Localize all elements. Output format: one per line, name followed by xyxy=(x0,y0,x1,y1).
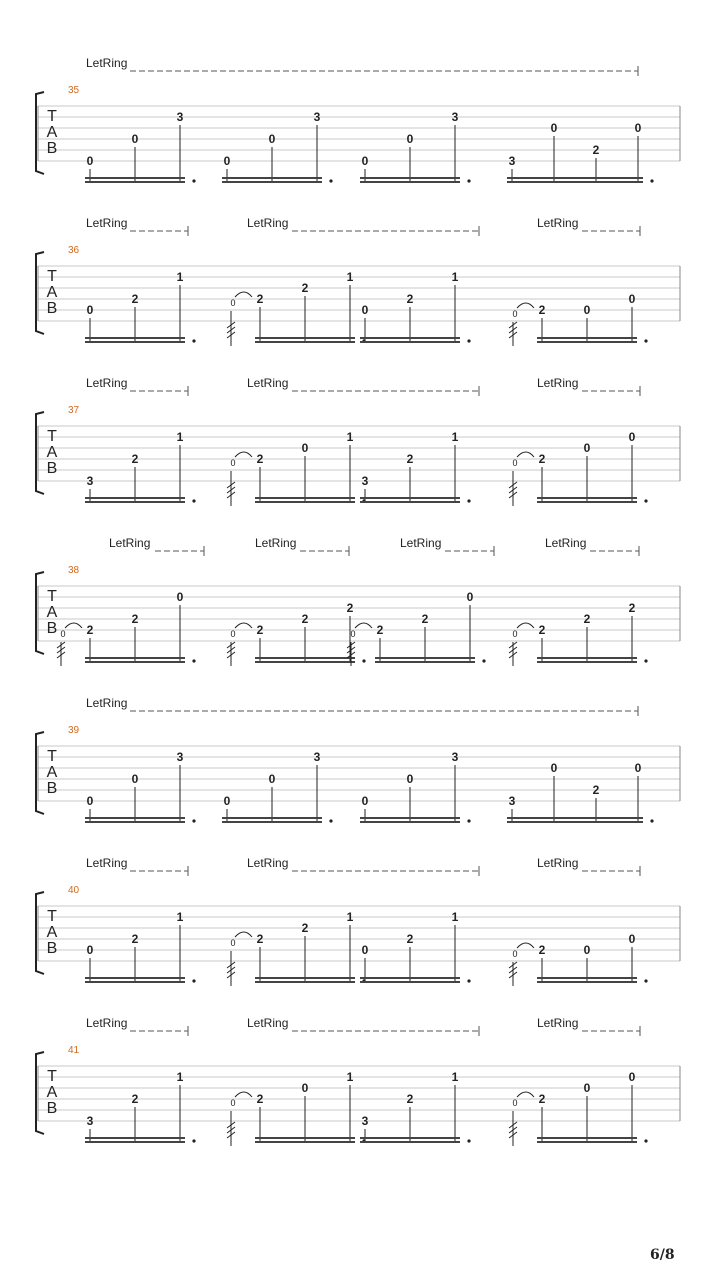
fret-number: 0 xyxy=(583,441,591,455)
fret-number: 0 xyxy=(550,121,558,135)
fret-number: 2 xyxy=(131,292,139,306)
fret-number: 1 xyxy=(346,270,354,284)
fret-number: 2 xyxy=(301,612,309,626)
fret-number: 2 xyxy=(301,281,309,295)
fret-number: 0 xyxy=(406,132,414,146)
dot xyxy=(644,659,647,662)
fret-number: 2 xyxy=(538,303,546,317)
fret-number: 0 xyxy=(628,430,636,444)
page-number: 6/8 xyxy=(650,1247,675,1263)
letring-label: LetRing xyxy=(86,856,128,870)
fret-number: 2 xyxy=(131,612,139,626)
fret-number: 2 xyxy=(583,612,591,626)
dot xyxy=(644,499,647,502)
measure-number: 37 xyxy=(68,405,80,416)
fret-number: 2 xyxy=(628,601,636,615)
tab-clef-letter: A xyxy=(46,924,58,941)
dot xyxy=(644,339,647,342)
letring-label: LetRing xyxy=(255,536,297,550)
letring-label: LetRing xyxy=(247,376,289,390)
dot xyxy=(467,819,470,822)
fret-number: 2 xyxy=(346,601,354,615)
tab-clef-letter: B xyxy=(46,1100,58,1117)
fret-number: 0 xyxy=(86,943,94,957)
fret-number: 2 xyxy=(406,292,414,306)
fret-number: 1 xyxy=(451,910,459,924)
fret-number: 2 xyxy=(256,452,264,466)
fret-number: 0 xyxy=(406,772,414,786)
fret-number: 2 xyxy=(538,623,546,637)
tab-clef-letter: T xyxy=(47,1068,57,1085)
grace-note: 0 xyxy=(350,629,356,639)
fret-number: 2 xyxy=(538,1092,546,1106)
dot xyxy=(644,1139,647,1142)
letring-label: LetRing xyxy=(86,1016,128,1030)
fret-number: 3 xyxy=(313,750,321,764)
letring-label: LetRing xyxy=(400,536,442,550)
fret-number: 1 xyxy=(346,1070,354,1084)
fret-number: 0 xyxy=(361,154,369,168)
tab-system xyxy=(36,376,680,506)
grace-note: 0 xyxy=(60,629,66,639)
fret-number: 1 xyxy=(346,430,354,444)
staff-bracket xyxy=(36,252,44,334)
fret-number: 2 xyxy=(86,623,94,637)
tab-clef-letter: A xyxy=(46,444,58,461)
fret-number: 3 xyxy=(176,750,184,764)
fret-number: 0 xyxy=(361,943,369,957)
measure-number: 39 xyxy=(68,725,80,736)
fret-number: 0 xyxy=(628,932,636,946)
fret-number: 3 xyxy=(313,110,321,124)
dot xyxy=(650,179,653,182)
fret-number: 2 xyxy=(406,452,414,466)
tab-clef-letter: T xyxy=(47,748,57,765)
grace-note: 0 xyxy=(230,629,236,639)
fret-number: 1 xyxy=(451,430,459,444)
tab-system xyxy=(36,856,680,986)
tab-clef-letter: T xyxy=(47,428,57,445)
fret-number: 2 xyxy=(301,921,309,935)
slur-arc xyxy=(235,292,252,297)
slur-arc xyxy=(517,452,534,457)
measure-number: 41 xyxy=(68,1045,80,1056)
fret-number: 0 xyxy=(86,794,94,808)
fret-number: 0 xyxy=(86,303,94,317)
letring-label: LetRing xyxy=(86,376,128,390)
grace-note: 0 xyxy=(512,309,518,319)
fret-number: 2 xyxy=(592,783,600,797)
tab-system xyxy=(36,1016,680,1146)
letring-label: LetRing xyxy=(537,216,579,230)
grace-note: 0 xyxy=(230,458,236,468)
grace-note: 0 xyxy=(512,629,518,639)
slur-arc xyxy=(517,623,534,628)
slur-arc xyxy=(517,1092,534,1097)
slur-arc xyxy=(235,1092,252,1097)
dot xyxy=(329,179,332,182)
dot xyxy=(362,659,365,662)
fret-number: 2 xyxy=(256,932,264,946)
fret-number: 2 xyxy=(131,452,139,466)
fret-number: 0 xyxy=(583,1081,591,1095)
fret-number: 3 xyxy=(176,110,184,124)
tab-clef-letter: T xyxy=(47,908,57,925)
fret-number: 0 xyxy=(268,772,276,786)
fret-number: 0 xyxy=(361,303,369,317)
fret-number: 1 xyxy=(451,270,459,284)
dot xyxy=(467,499,470,502)
fret-number: 0 xyxy=(131,772,139,786)
dot xyxy=(192,179,195,182)
dot xyxy=(644,979,647,982)
staff-bracket xyxy=(36,1052,44,1134)
fret-number: 3 xyxy=(86,474,94,488)
grace-note: 0 xyxy=(512,949,518,959)
dot xyxy=(192,659,195,662)
slur-arc xyxy=(235,623,252,628)
fret-number: 3 xyxy=(508,794,516,808)
fret-number: 3 xyxy=(361,1114,369,1128)
fret-number: 0 xyxy=(86,154,94,168)
grace-note: 0 xyxy=(512,1098,518,1108)
fret-number: 3 xyxy=(451,750,459,764)
letring-label: LetRing xyxy=(545,536,587,550)
fret-number: 3 xyxy=(86,1114,94,1128)
tab-clef-letter: B xyxy=(46,780,58,797)
fret-number: 0 xyxy=(301,1081,309,1095)
tab-clef-letter: A xyxy=(46,284,58,301)
dot xyxy=(482,659,485,662)
slur-arc xyxy=(235,932,252,937)
slur-arc xyxy=(65,623,82,628)
dot xyxy=(192,339,195,342)
staff-bracket xyxy=(36,732,44,814)
tab-clef-letter: B xyxy=(46,300,58,317)
dot xyxy=(192,819,195,822)
fret-number: 2 xyxy=(538,943,546,957)
tab-system xyxy=(36,536,680,666)
dot xyxy=(192,979,195,982)
tab-system xyxy=(36,696,680,823)
fret-number: 0 xyxy=(628,292,636,306)
fret-number: 0 xyxy=(628,1070,636,1084)
dot xyxy=(467,1139,470,1142)
grace-note: 0 xyxy=(230,938,236,948)
fret-number: 2 xyxy=(256,623,264,637)
tab-clef-letter: A xyxy=(46,124,58,141)
tab-clef-letter: A xyxy=(46,1084,58,1101)
letring-label: LetRing xyxy=(247,1016,289,1030)
fret-number: 0 xyxy=(131,132,139,146)
fret-number: 1 xyxy=(451,1070,459,1084)
tab-clef-letter: T xyxy=(47,108,57,125)
fret-number: 0 xyxy=(466,590,474,604)
tab-clef-letter: B xyxy=(46,140,58,157)
tab-system xyxy=(36,216,680,346)
fret-number: 0 xyxy=(268,132,276,146)
dot xyxy=(467,179,470,182)
fret-number: 2 xyxy=(131,932,139,946)
fret-number: 2 xyxy=(406,932,414,946)
fret-number: 1 xyxy=(176,430,184,444)
slur-arc xyxy=(235,452,252,457)
fret-number: 2 xyxy=(406,1092,414,1106)
fret-number: 0 xyxy=(301,441,309,455)
measure-number: 36 xyxy=(68,245,80,256)
fret-number: 2 xyxy=(376,623,384,637)
fret-number: 2 xyxy=(592,143,600,157)
fret-number: 0 xyxy=(634,761,642,775)
fret-number: 0 xyxy=(223,794,231,808)
letring-label: LetRing xyxy=(247,216,289,230)
letring-label: LetRing xyxy=(109,536,151,550)
fret-number: 0 xyxy=(583,943,591,957)
fret-number: 0 xyxy=(634,121,642,135)
staff-bracket xyxy=(36,92,44,174)
fret-number: 0 xyxy=(176,590,184,604)
fret-number: 0 xyxy=(223,154,231,168)
tab-clef-letter: B xyxy=(46,460,58,477)
measure-number: 38 xyxy=(68,565,80,576)
staff-bracket xyxy=(36,412,44,494)
measure-number: 35 xyxy=(68,85,80,96)
fret-number: 0 xyxy=(361,794,369,808)
dot xyxy=(192,499,195,502)
grace-note: 0 xyxy=(512,458,518,468)
grace-note: 0 xyxy=(230,1098,236,1108)
fret-number: 0 xyxy=(550,761,558,775)
dot xyxy=(192,1139,195,1142)
staff-bracket xyxy=(36,892,44,974)
measure-number: 40 xyxy=(68,885,80,896)
dot xyxy=(329,819,332,822)
dot xyxy=(467,979,470,982)
slur-arc xyxy=(517,943,534,948)
letring-label: LetRing xyxy=(537,1016,579,1030)
fret-number: 2 xyxy=(256,1092,264,1106)
fret-number: 3 xyxy=(508,154,516,168)
fret-number: 1 xyxy=(176,910,184,924)
tab-clef-letter: T xyxy=(47,588,57,605)
fret-number: 1 xyxy=(176,1070,184,1084)
slur-arc xyxy=(517,303,534,308)
fret-number: 1 xyxy=(346,910,354,924)
slur-arc xyxy=(355,623,372,628)
grace-note: 0 xyxy=(230,298,236,308)
letring-label: LetRing xyxy=(247,856,289,870)
fret-number: 0 xyxy=(583,303,591,317)
letring-label: LetRing xyxy=(86,696,128,710)
tab-clef-letter: A xyxy=(46,604,58,621)
fret-number: 3 xyxy=(451,110,459,124)
letring-label: LetRing xyxy=(537,856,579,870)
tab-clef-letter: B xyxy=(46,620,58,637)
tab-clef-letter: T xyxy=(47,268,57,285)
staff-bracket xyxy=(36,572,44,654)
fret-number: 2 xyxy=(538,452,546,466)
letring-label: LetRing xyxy=(86,56,128,70)
dot xyxy=(650,819,653,822)
dot xyxy=(467,339,470,342)
letring-label: LetRing xyxy=(537,376,579,390)
fret-number: 2 xyxy=(131,1092,139,1106)
fret-number: 2 xyxy=(421,612,429,626)
letring-label: LetRing xyxy=(86,216,128,230)
fret-number: 1 xyxy=(176,270,184,284)
fret-number: 2 xyxy=(256,292,264,306)
tab-clef-letter: A xyxy=(46,764,58,781)
tab-system xyxy=(36,56,680,183)
fret-number: 3 xyxy=(361,474,369,488)
tab-clef-letter: B xyxy=(46,940,58,957)
